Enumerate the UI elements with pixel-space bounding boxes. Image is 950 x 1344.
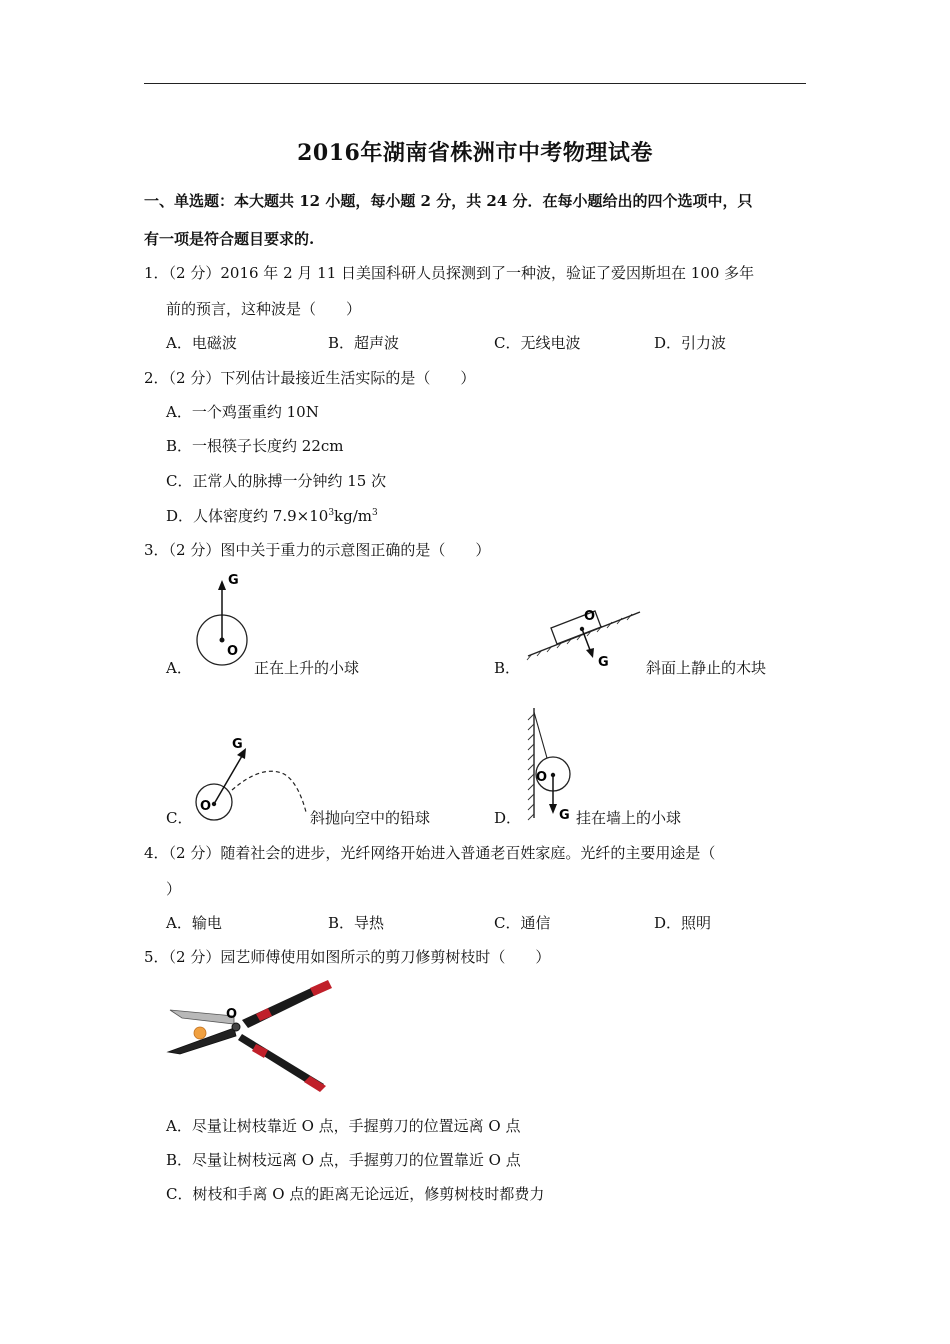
q1-stem-line1: 1．（2 分）2016 年 2 月 11 日美国科研人员探测到了一种波，验证了爱因斯坦在 100 多年: [144, 264, 755, 282]
q2-option-b: B．一根筷子长度约 22cm: [166, 437, 344, 455]
q4-option-c: C．通信: [494, 914, 551, 932]
page-title: 2016年湖南省株洲市中考物理试卷: [297, 140, 653, 166]
q5-option-b: B．尽量让树枝远离 O 点，手握剪刀的位置靠近 O 点: [166, 1151, 521, 1169]
upper-blade: [170, 1010, 234, 1024]
force-arrowhead: [586, 648, 594, 658]
q2-option-d-unit: kg/m: [334, 507, 373, 525]
label-g: G: [232, 737, 243, 752]
label-o: O: [227, 644, 239, 659]
q2-option-a: A．一个鸡蛋重约 10N: [166, 403, 319, 421]
wall-hatching: [528, 714, 534, 820]
q3-c-caption: 斜抛向空中的铅球: [310, 809, 431, 827]
q2-option-d-text: D．人体密度约 7.9×10: [166, 507, 329, 525]
branch-marker: [194, 1027, 206, 1039]
q3-a-figure: [192, 568, 254, 672]
q5-option-c: C．树枝和手离 O 点的距离无论远近，修剪树枝时都费力: [166, 1185, 545, 1203]
q3-c-figure: [192, 728, 310, 824]
trajectory-path: [232, 771, 306, 812]
q3-d-caption: 挂在墙上的小球: [576, 809, 682, 827]
section-heading-line2: 有一项是符合题目要求的.: [144, 230, 315, 248]
label-o: O: [584, 609, 596, 624]
q1-option-c: C．无线电波: [494, 334, 581, 352]
label-o: O: [200, 799, 212, 814]
q3-c-letter: C．: [166, 809, 193, 827]
q3-a-caption: 正在上升的小球: [254, 659, 360, 677]
q3-d-letter: D．: [494, 809, 522, 827]
q1-option-d: D．引力波: [654, 334, 727, 352]
q4-stem-line1: 4．（2 分）随着社会的进步，光纤网络开始进入普通老百姓家庭。光纤的主要用途是（: [144, 844, 716, 862]
label-g: G: [228, 573, 239, 588]
q2-option-d-exp2: 3: [372, 508, 378, 518]
q1-option-a: A．电磁波: [166, 334, 237, 352]
label-g: G: [559, 808, 570, 823]
string: [534, 712, 547, 758]
q3-b-letter: B．: [494, 659, 521, 677]
q3-b-figure: [524, 596, 644, 676]
label-o: O: [226, 1007, 238, 1022]
label-g: G: [598, 655, 609, 670]
q4-option-a: A．输电: [166, 914, 222, 932]
q2-option-d-exp1: 3: [328, 508, 335, 518]
q2-option-c: C．正常人的脉搏一分钟约 15 次: [166, 472, 387, 490]
q5-shears-figure: [164, 974, 340, 1096]
q4-stem-line2: ）: [166, 880, 182, 898]
force-arrowhead: [218, 580, 226, 590]
q3-stem: 3．（2 分）图中关于重力的示意图正确的是（ ）: [144, 541, 491, 559]
q5-option-a: A．尽量让树枝靠近 O 点，手握剪刀的位置远离 O 点: [166, 1117, 521, 1135]
q4-option-d: D．照明: [654, 914, 712, 932]
q5-stem: 5．（2 分）园艺师傅使用如图所示的剪刀修剪树枝时（ ）: [144, 948, 551, 966]
q3-b-caption: 斜面上静止的木块: [646, 659, 767, 677]
label-o: O: [536, 770, 548, 785]
header-rule: [144, 83, 806, 84]
force-arrowhead: [549, 804, 557, 814]
q1-option-b: B．超声波: [328, 334, 400, 352]
force-arrow-shaft: [214, 756, 242, 804]
q1-stem-line2: 前的预言，这种波是（ ）: [166, 300, 362, 318]
q3-a-letter: A．: [166, 659, 192, 677]
q2-stem: 2．（2 分）下列估计最接近生活实际的是（ ）: [144, 369, 476, 387]
q4-option-b: B．导热: [328, 914, 385, 932]
upper-handle-tip: [310, 980, 332, 996]
section-heading-line1: 一、单选题：本大题共 12 小题，每小题 2 分，共 24 分．在每小题给出的四个选项中，只: [144, 192, 753, 210]
pivot: [232, 1023, 240, 1031]
q2-option-d: [166, 505, 378, 526]
q3-d-figure: [520, 704, 580, 824]
